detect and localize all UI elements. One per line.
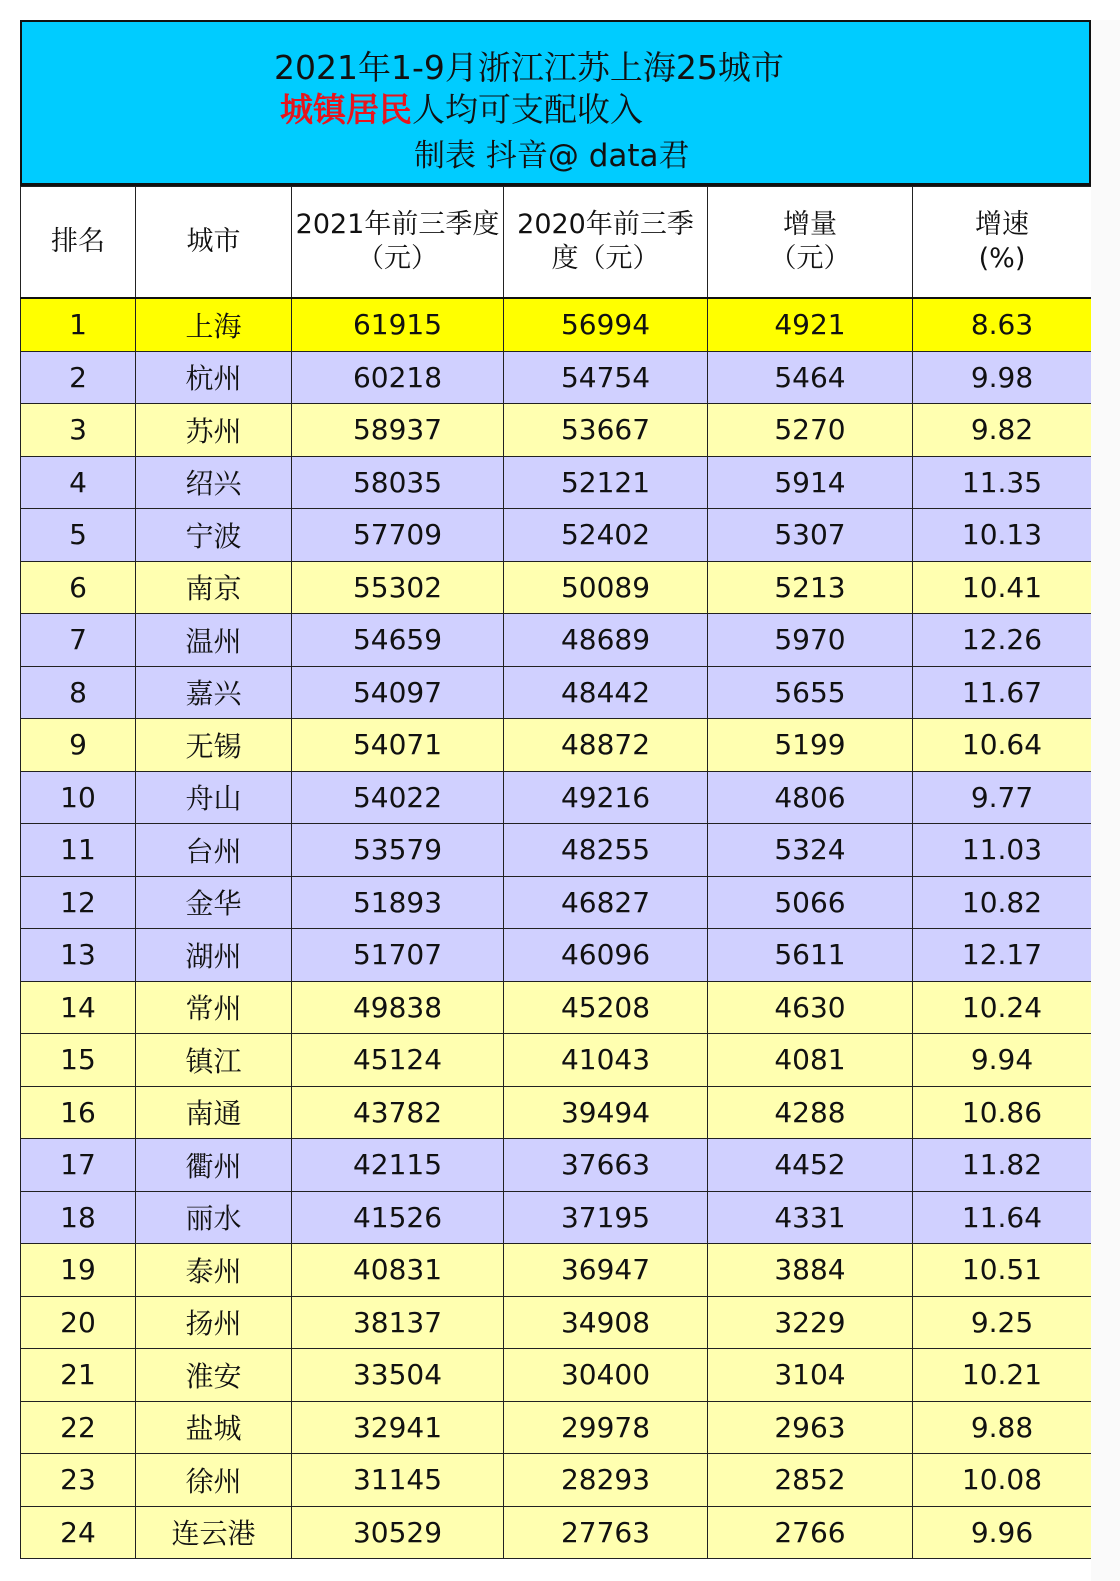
increase-cell: 3229 (708, 1296, 913, 1349)
subtitle-rest: 人均可支配收入 (412, 90, 643, 129)
increase-cell: 3104 (708, 1349, 913, 1402)
increase-cell: 4452 (708, 1139, 913, 1192)
rank-cell: 19 (21, 1244, 136, 1297)
income-2020-cell: 48442 (504, 666, 708, 719)
rank-cell: 17 (21, 1139, 136, 1192)
rank-cell: 7 (21, 614, 136, 667)
income-2021-cell: 45124 (292, 1034, 504, 1087)
rank-cell: 20 (21, 1296, 136, 1349)
city-cell: 舟山 (136, 771, 292, 824)
income-table (20, 186, 1092, 1559)
rank-cell: 10 (21, 771, 136, 824)
city-cell: 扬州 (136, 1296, 292, 1349)
income-2021-cell: 54022 (292, 771, 504, 824)
growth-rate-cell: 9.77 (913, 771, 1092, 824)
increase-cell: 2766 (708, 1506, 913, 1559)
rank-cell: 24 (21, 1506, 136, 1559)
income-2021-cell: 61915 (292, 298, 504, 351)
table-row (21, 456, 1092, 509)
income-2020-cell: 46827 (504, 876, 708, 929)
growth-rate-cell: 10.41 (913, 561, 1092, 614)
page-title: 2021年1-9月浙江江苏上海25城市 (274, 48, 784, 87)
growth-rate-cell: 11.03 (913, 824, 1092, 877)
income-2020-cell: 29978 (504, 1401, 708, 1454)
income-2021-cell: 38137 (292, 1296, 504, 1349)
income-2020-cell: 37195 (504, 1191, 708, 1244)
city-cell: 常州 (136, 981, 292, 1034)
city-cell: 南通 (136, 1086, 292, 1139)
increase-cell: 5324 (708, 824, 913, 877)
growth-rate-cell: 11.35 (913, 456, 1092, 509)
increase-cell: 5270 (708, 404, 913, 457)
increase-cell: 5611 (708, 929, 913, 982)
rank-cell: 14 (21, 981, 136, 1034)
table-row (21, 1506, 1092, 1559)
city-cell: 淮安 (136, 1349, 292, 1402)
growth-rate-cell: 9.94 (913, 1034, 1092, 1087)
rank-cell: 4 (21, 456, 136, 509)
increase-cell: 5066 (708, 876, 913, 929)
growth-rate-cell: 10.21 (913, 1349, 1092, 1402)
income-2020-cell: 39494 (504, 1086, 708, 1139)
growth-rate-cell: 11.82 (913, 1139, 1092, 1192)
city-cell: 盐城 (136, 1401, 292, 1454)
table-row (21, 1401, 1092, 1454)
city-cell: 金华 (136, 876, 292, 929)
table-row (21, 771, 1092, 824)
income-2020-cell: 48689 (504, 614, 708, 667)
table-row (21, 1139, 1092, 1192)
growth-rate-cell: 12.17 (913, 929, 1092, 982)
rank-cell: 1 (21, 298, 136, 351)
increase-cell: 4630 (708, 981, 913, 1034)
table-row (21, 981, 1092, 1034)
table-row (21, 1086, 1092, 1139)
income-2020-cell: 52402 (504, 509, 708, 562)
city-cell: 嘉兴 (136, 666, 292, 719)
page-edge (1091, 20, 1120, 1581)
income-2020-cell: 54754 (504, 351, 708, 404)
increase-cell: 2852 (708, 1454, 913, 1507)
income-2021-cell: 33504 (292, 1349, 504, 1402)
city-cell: 湖州 (136, 929, 292, 982)
income-2020-cell: 56994 (504, 298, 708, 351)
growth-rate-cell: 10.82 (913, 876, 1092, 929)
increase-cell: 4288 (708, 1086, 913, 1139)
income-2021-cell: 43782 (292, 1086, 504, 1139)
income-2021-cell: 58937 (292, 404, 504, 457)
city-cell: 宁波 (136, 509, 292, 562)
city-cell: 绍兴 (136, 456, 292, 509)
income-2021-cell: 42115 (292, 1139, 504, 1192)
table-row (21, 298, 1092, 351)
growth-rate-cell: 11.64 (913, 1191, 1092, 1244)
increase-cell: 5914 (708, 456, 913, 509)
income-2021-cell: 49838 (292, 981, 504, 1034)
income-2021-cell: 54659 (292, 614, 504, 667)
income-2021-cell: 31145 (292, 1454, 504, 1507)
income-2020-cell: 46096 (504, 929, 708, 982)
income-2021-cell: 58035 (292, 456, 504, 509)
growth-rate-cell: 12.26 (913, 614, 1092, 667)
rank-cell: 22 (21, 1401, 136, 1454)
city-cell: 泰州 (136, 1244, 292, 1297)
city-cell: 丽水 (136, 1191, 292, 1244)
city-cell: 温州 (136, 614, 292, 667)
growth-rate-cell: 11.67 (913, 666, 1092, 719)
city-cell: 南京 (136, 561, 292, 614)
increase-cell: 5464 (708, 351, 913, 404)
income-2020-cell: 49216 (504, 771, 708, 824)
increase-cell: 3884 (708, 1244, 913, 1297)
subtitle-highlight: 城镇居民 (280, 90, 412, 129)
growth-rate-cell: 9.96 (913, 1506, 1092, 1559)
income-2020-cell: 50089 (504, 561, 708, 614)
table-row (21, 1349, 1092, 1402)
rank-cell: 16 (21, 1086, 136, 1139)
table-row (21, 351, 1092, 404)
growth-rate-cell: 9.25 (913, 1296, 1092, 1349)
header-rank: 排名 (21, 187, 136, 299)
city-cell: 苏州 (136, 404, 292, 457)
table-row (21, 929, 1092, 982)
table-row (21, 719, 1092, 772)
header-growth-rate: 增速 (%) (913, 187, 1092, 299)
table-row (21, 404, 1092, 457)
table-row (21, 1191, 1092, 1244)
table-row (21, 614, 1092, 667)
credit-line: 制表 抖音@ data君 (414, 138, 690, 174)
rank-cell: 6 (21, 561, 136, 614)
city-cell: 台州 (136, 824, 292, 877)
table-row (21, 509, 1092, 562)
table-row (21, 561, 1092, 614)
header-increase: 增量 （元） (708, 187, 913, 299)
page-subtitle (280, 84, 643, 131)
rank-cell: 3 (21, 404, 136, 457)
table-row (21, 876, 1092, 929)
city-cell: 衢州 (136, 1139, 292, 1192)
income-2021-cell: 51893 (292, 876, 504, 929)
rank-cell: 13 (21, 929, 136, 982)
income-2021-cell: 40831 (292, 1244, 504, 1297)
table-row (21, 1296, 1092, 1349)
rank-cell: 9 (21, 719, 136, 772)
rank-cell: 12 (21, 876, 136, 929)
table-row (21, 1454, 1092, 1507)
table-header-row (21, 187, 1092, 299)
increase-cell: 4081 (708, 1034, 913, 1087)
income-2021-cell: 53579 (292, 824, 504, 877)
income-2020-cell: 30400 (504, 1349, 708, 1402)
city-cell: 镇江 (136, 1034, 292, 1087)
income-2021-cell: 30529 (292, 1506, 504, 1559)
income-2020-cell: 34908 (504, 1296, 708, 1349)
city-cell: 无锡 (136, 719, 292, 772)
income-2021-cell: 41526 (292, 1191, 504, 1244)
rank-cell: 21 (21, 1349, 136, 1402)
increase-cell: 4921 (708, 298, 913, 351)
rank-cell: 11 (21, 824, 136, 877)
income-2021-cell: 57709 (292, 509, 504, 562)
income-2020-cell: 53667 (504, 404, 708, 457)
income-2021-cell: 60218 (292, 351, 504, 404)
rank-cell: 23 (21, 1454, 136, 1507)
table-row (21, 1244, 1092, 1297)
income-2020-cell: 48872 (504, 719, 708, 772)
increase-cell: 5307 (708, 509, 913, 562)
income-2020-cell: 27763 (504, 1506, 708, 1559)
city-cell: 徐州 (136, 1454, 292, 1507)
rank-cell: 5 (21, 509, 136, 562)
header-2020-income: 2020年前三季 度（元） (504, 187, 708, 299)
growth-rate-cell: 8.63 (913, 298, 1092, 351)
income-2021-cell: 32941 (292, 1401, 504, 1454)
rank-cell: 18 (21, 1191, 136, 1244)
increase-cell: 5970 (708, 614, 913, 667)
increase-cell: 5199 (708, 719, 913, 772)
increase-cell: 4331 (708, 1191, 913, 1244)
header-city: 城市 (136, 187, 292, 299)
growth-rate-cell: 10.51 (913, 1244, 1092, 1297)
title-block (20, 20, 1091, 186)
increase-cell: 2963 (708, 1401, 913, 1454)
income-2020-cell: 52121 (504, 456, 708, 509)
table-row (21, 666, 1092, 719)
income-2020-cell: 41043 (504, 1034, 708, 1087)
income-2021-cell: 51707 (292, 929, 504, 982)
growth-rate-cell: 10.13 (913, 509, 1092, 562)
income-2021-cell: 54071 (292, 719, 504, 772)
growth-rate-cell: 10.24 (913, 981, 1092, 1034)
growth-rate-cell: 9.88 (913, 1401, 1092, 1454)
income-2020-cell: 36947 (504, 1244, 708, 1297)
growth-rate-cell: 10.64 (913, 719, 1092, 772)
header-2021-income: 2021年前三季度 （元） (292, 187, 504, 299)
growth-rate-cell: 9.98 (913, 351, 1092, 404)
income-2021-cell: 54097 (292, 666, 504, 719)
rank-cell: 2 (21, 351, 136, 404)
increase-cell: 4806 (708, 771, 913, 824)
growth-rate-cell: 10.86 (913, 1086, 1092, 1139)
income-2020-cell: 28293 (504, 1454, 708, 1507)
income-2020-cell: 45208 (504, 981, 708, 1034)
rank-cell: 15 (21, 1034, 136, 1087)
table-row (21, 824, 1092, 877)
income-table-sheet (20, 20, 1091, 1559)
increase-cell: 5213 (708, 561, 913, 614)
income-2021-cell: 55302 (292, 561, 504, 614)
increase-cell: 5655 (708, 666, 913, 719)
city-cell: 上海 (136, 298, 292, 351)
table-row (21, 1034, 1092, 1087)
city-cell: 连云港 (136, 1506, 292, 1559)
income-2020-cell: 48255 (504, 824, 708, 877)
rank-cell: 8 (21, 666, 136, 719)
income-2020-cell: 37663 (504, 1139, 708, 1192)
growth-rate-cell: 10.08 (913, 1454, 1092, 1507)
growth-rate-cell: 9.82 (913, 404, 1092, 457)
city-cell: 杭州 (136, 351, 292, 404)
